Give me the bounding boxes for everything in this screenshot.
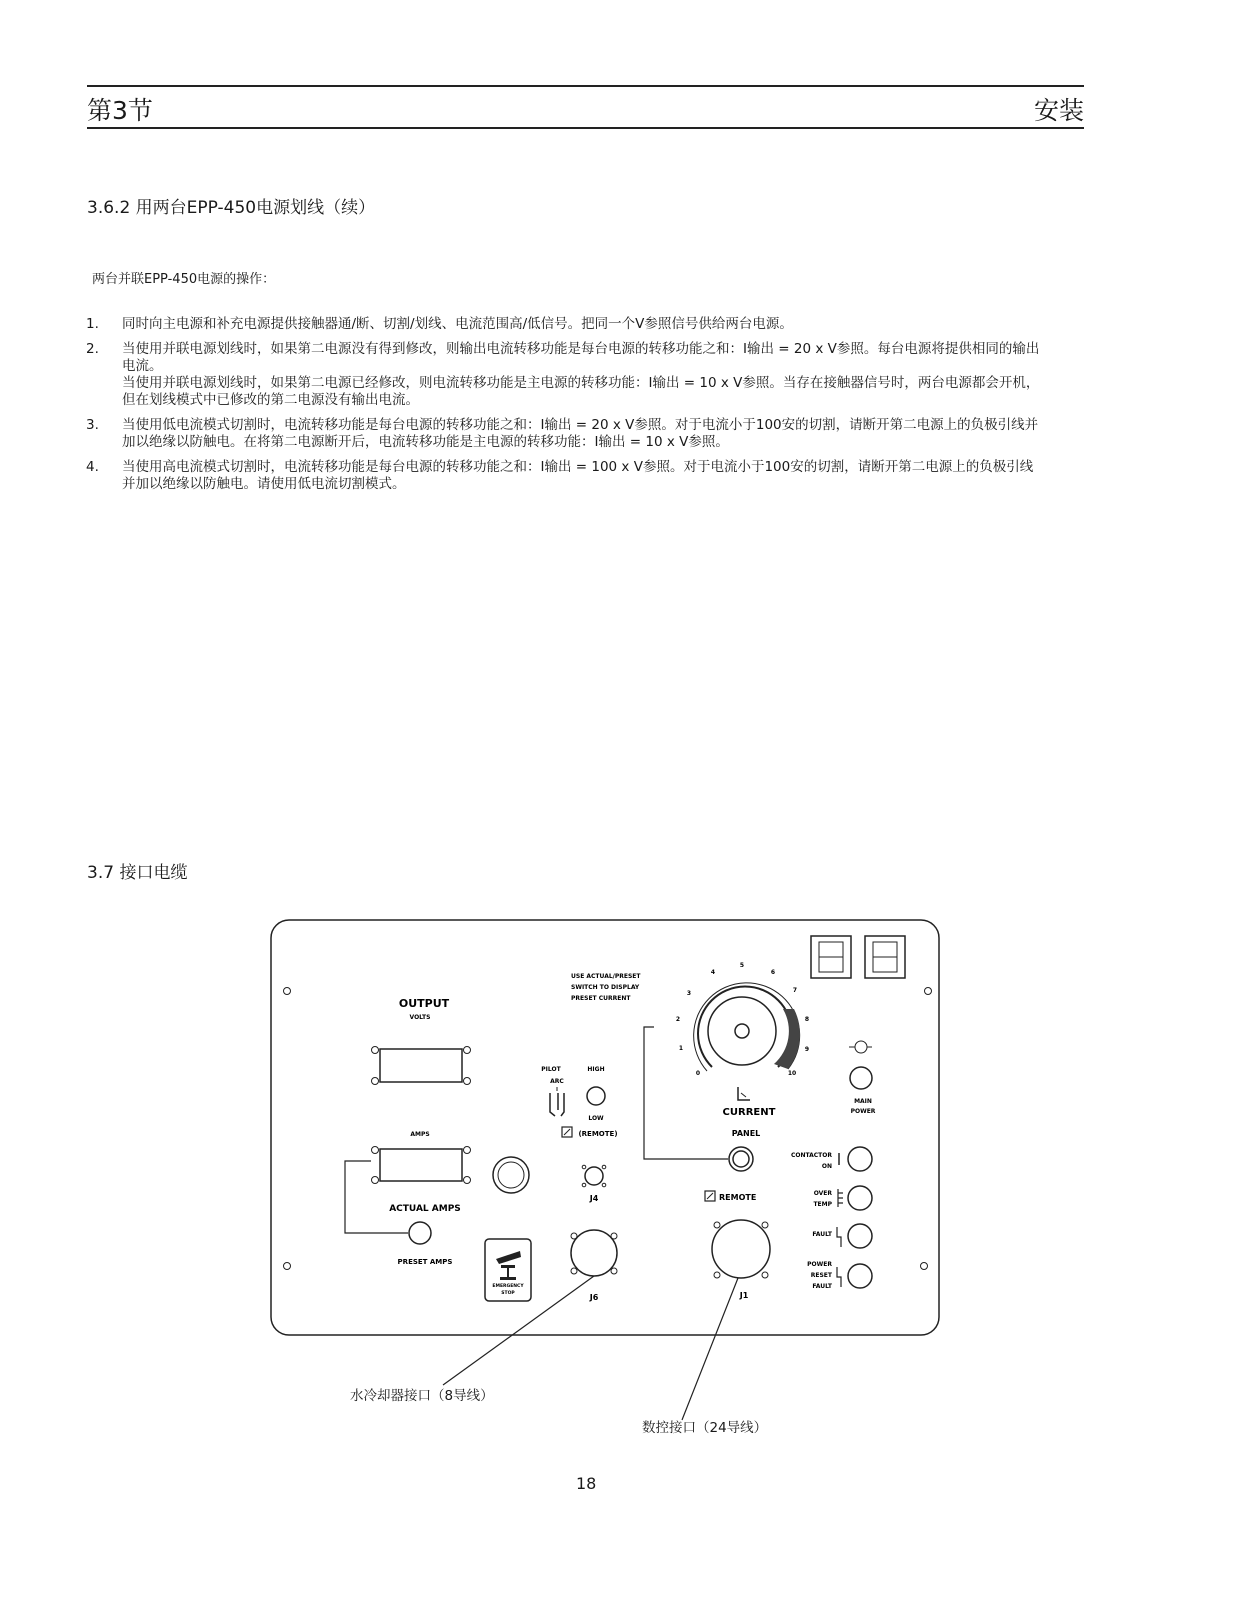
mount-hole bbox=[284, 1263, 291, 1270]
j4-connector[interactable] bbox=[585, 1167, 603, 1185]
volts-display bbox=[380, 1049, 462, 1082]
over-temp-lamp bbox=[848, 1186, 872, 1210]
interface-panel-diagram bbox=[268, 917, 948, 1422]
dial-tick: 5 bbox=[739, 962, 745, 969]
j1-connector[interactable] bbox=[712, 1220, 770, 1278]
j4-label: J4 bbox=[589, 1194, 599, 1203]
temp-label: TEMP bbox=[813, 1201, 832, 1208]
dial-tick: 9 bbox=[804, 1046, 810, 1053]
current-label: CURRENT bbox=[722, 1107, 776, 1118]
fault-lamp bbox=[848, 1224, 872, 1248]
item-number: 1. bbox=[86, 316, 99, 332]
amps-display bbox=[380, 1149, 462, 1181]
main-label: MAIN bbox=[854, 1098, 872, 1105]
page-header bbox=[87, 85, 1084, 129]
dial-tick: 4 bbox=[710, 969, 716, 976]
use-actual-line2: SWITCH TO DISPLAY bbox=[571, 984, 640, 991]
power-label: POWER bbox=[850, 1108, 876, 1115]
main-power-icon bbox=[849, 1041, 872, 1053]
leader-line bbox=[682, 1278, 738, 1420]
dial-tick: 7 bbox=[792, 987, 798, 994]
stop-label: STOP bbox=[501, 1291, 515, 1296]
fault-label: FAULT bbox=[812, 1283, 832, 1290]
actual-preset-switch[interactable] bbox=[409, 1222, 431, 1244]
use-actual-line1: USE ACTUAL/PRESET bbox=[571, 973, 641, 980]
j6-connector[interactable] bbox=[571, 1230, 617, 1276]
volts-label: VOLTS bbox=[409, 1014, 431, 1021]
item-text: 当使用高电流模式切割时，电流转移功能是每台电源的转移功能之和：I输出 = 100 x V参照。对于电流小于100安的切割，请断开第二电源上的负极引线并加以绝缘以防触电。请使用低电流切割模式。 bbox=[122, 459, 1034, 492]
low-label: LOW bbox=[588, 1115, 604, 1122]
high-label: HIGH bbox=[587, 1066, 605, 1073]
item-text: 当使用并联电源划线时，如果第二电源没有得到修改，则输出电流转移功能是每台电源的转移功能之和：I输出 = 20 x V参照。每台电源将提供相同的输出电流。 bbox=[122, 341, 1040, 374]
fault-label: FAULT bbox=[812, 1231, 832, 1238]
item-number: 4. bbox=[86, 459, 99, 475]
water-cooler-callout: 水冷却器接口（8导线） bbox=[350, 1388, 494, 1404]
current-dial[interactable] bbox=[694, 983, 800, 1071]
preset-bracket bbox=[644, 1027, 728, 1159]
remote-icon bbox=[705, 1191, 715, 1201]
section-label: 第3节 bbox=[87, 96, 153, 125]
remote-paren-label: (REMOTE) bbox=[578, 1130, 618, 1138]
main-power-switch[interactable] bbox=[850, 1067, 872, 1089]
digit-display bbox=[865, 936, 905, 978]
item-number: 3. bbox=[86, 417, 99, 433]
amps-label: AMPS bbox=[410, 1131, 430, 1138]
j6-label: J6 bbox=[589, 1293, 599, 1302]
item-text: 当使用低电流模式切割时，电流转移功能是每台电源的转移功能之和：I输出 = 20 x V参照。对于电流小于100安的切割，请断开第二电源上的负极引线并加以绝缘以防触电。在将第二电源断开后，电流转移功能是主电源的转移功能：I输出 = 10 x V参照。 bbox=[122, 417, 1039, 450]
dial-tick: 2 bbox=[675, 1016, 681, 1023]
over-label: OVER bbox=[813, 1190, 832, 1197]
preset-amps-label: PRESET AMPS bbox=[397, 1258, 453, 1266]
mount-hole bbox=[921, 1263, 928, 1270]
page-number: 18 bbox=[576, 1474, 597, 1493]
on-label: ON bbox=[821, 1163, 832, 1170]
cnc-callout: 数控接口（24导线） bbox=[642, 1420, 768, 1436]
item-number: 2. bbox=[86, 341, 99, 357]
item-text: 同时向主电源和补充电源提供接触器通/断、切割/划线、电流范围高/低信号。把同一个V参照信号供给两台电源。 bbox=[122, 316, 793, 332]
panel-label: PANEL bbox=[731, 1129, 761, 1138]
list-item bbox=[86, 341, 1046, 409]
dial-tick: 0 bbox=[695, 1070, 701, 1077]
actual-amps-label: ACTUAL AMPS bbox=[389, 1204, 461, 1214]
arc-label: ARC bbox=[550, 1078, 564, 1085]
item-text: 当使用并联电源划线时，如果第二电源已经修改，则电流转移功能是主电源的转移功能：I输出 = 10 x V参照。当存在接触器信号时，两台电源都会开机，但在划线模式中已修改的第二电源没有输出电流。 bbox=[122, 375, 1040, 408]
intro-text: 两台并联EPP-450电源的操作： bbox=[92, 272, 276, 287]
use-actual-line3: PRESET CURRENT bbox=[571, 995, 631, 1002]
current-icon bbox=[738, 1087, 750, 1100]
pilot-arc-icon bbox=[550, 1087, 564, 1116]
remote-icon bbox=[562, 1127, 572, 1137]
dial-tick: 6 bbox=[770, 969, 776, 976]
operation-list bbox=[86, 316, 1046, 501]
range-switch[interactable] bbox=[587, 1087, 605, 1105]
dial-tick: 10 bbox=[787, 1070, 797, 1077]
leader-line bbox=[443, 1276, 594, 1385]
list-item bbox=[86, 459, 1046, 493]
list-item bbox=[86, 316, 1046, 333]
mount-hole bbox=[284, 988, 291, 995]
power-reset-fault-lamp bbox=[848, 1264, 872, 1288]
contactor-label: CONTACTOR bbox=[790, 1152, 832, 1159]
section-heading-3-7: 3.7 接口电缆 bbox=[87, 863, 188, 883]
reset-label: RESET bbox=[810, 1272, 832, 1279]
dial-tick: 3 bbox=[686, 990, 692, 997]
subsection-heading: 3.6.2 用两台EPP-450电源划线（续） bbox=[87, 198, 376, 218]
dial-tick: 1 bbox=[678, 1045, 684, 1052]
switch-bracket bbox=[345, 1161, 408, 1233]
j1-label: J1 bbox=[739, 1291, 749, 1300]
remote-label: REMOTE bbox=[719, 1193, 757, 1202]
digit-display bbox=[811, 936, 851, 978]
contactor-lamp bbox=[848, 1147, 872, 1171]
dial-tick: 8 bbox=[804, 1016, 810, 1023]
output-label: OUTPUT bbox=[398, 997, 450, 1010]
emergency-stop-button[interactable] bbox=[485, 1239, 531, 1301]
section-title: 安装 bbox=[1033, 96, 1084, 125]
power-reset-label: POWER bbox=[807, 1261, 832, 1268]
pilot-label: PILOT bbox=[541, 1066, 561, 1073]
mount-hole bbox=[925, 988, 932, 995]
list-item bbox=[86, 417, 1046, 451]
emergency-label: EMERGENCY bbox=[492, 1284, 524, 1289]
